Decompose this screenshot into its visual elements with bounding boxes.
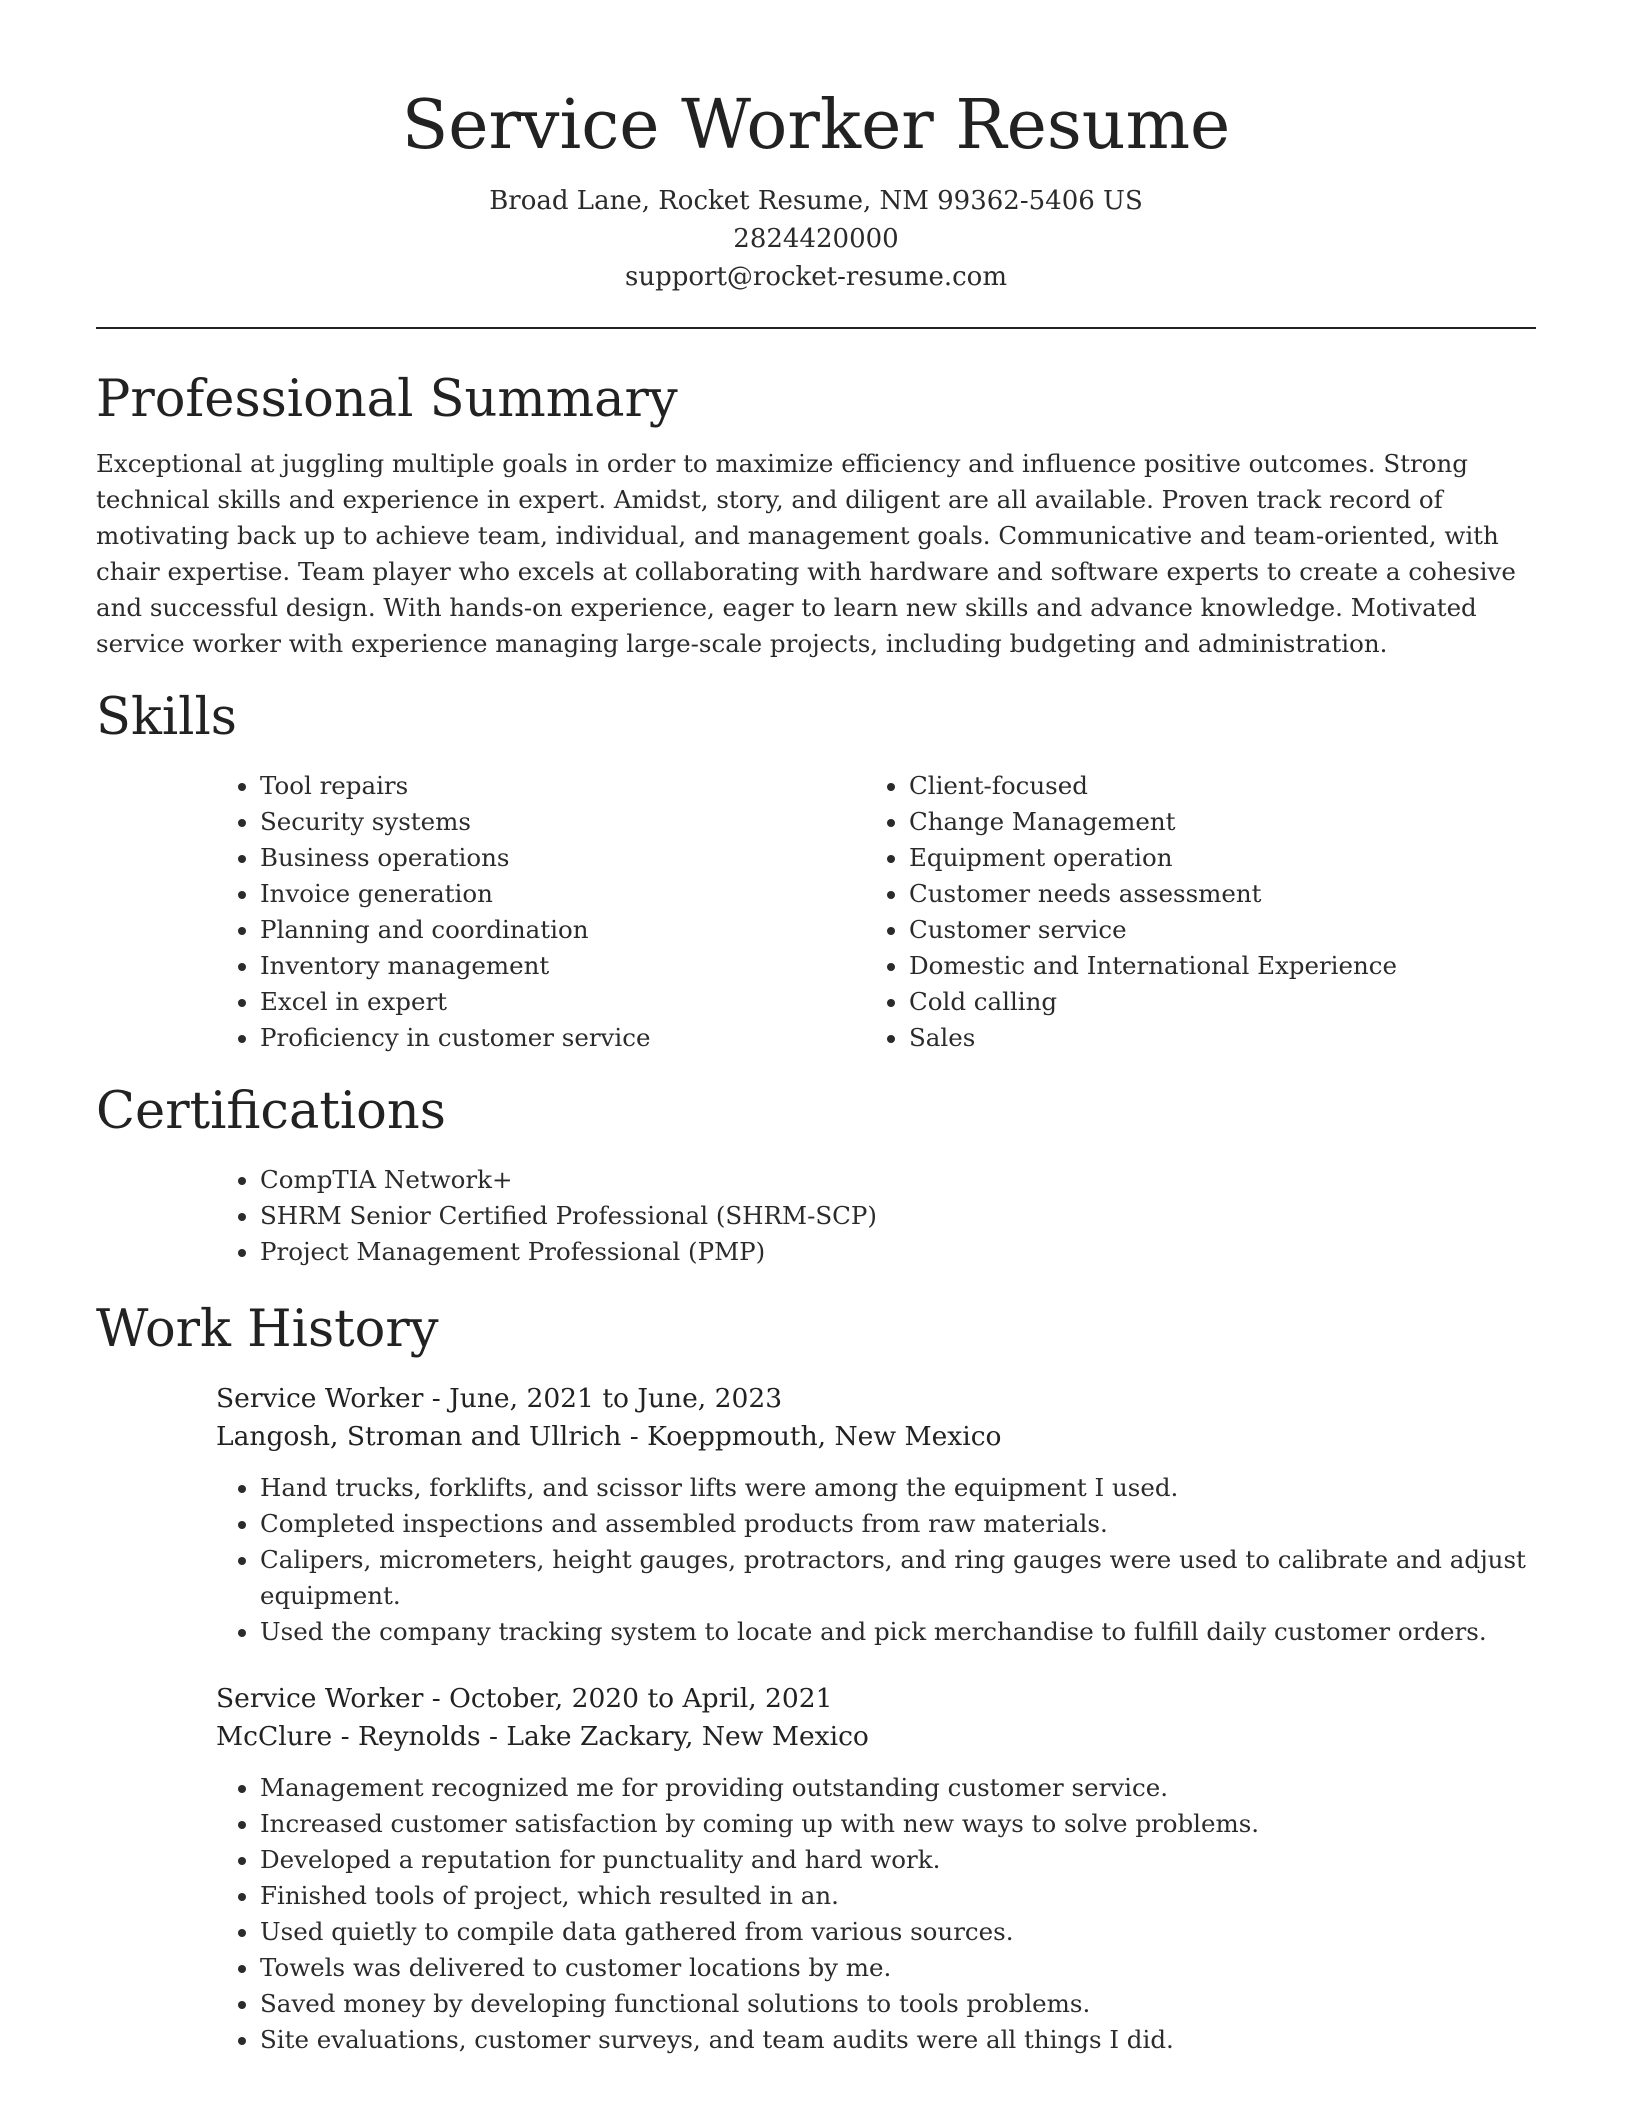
work-history-heading: Work History: [96, 1300, 439, 1359]
job-bullet: • Finished tools of project, which resulted in an.: [260, 1878, 1536, 1914]
skill-item: • Domestic and International Experience: [909, 948, 1514, 984]
contact-address: Broad Lane, Rocket Resume, NM 99362-5406 US: [489, 186, 1143, 216]
job-entry: [216, 1380, 1536, 1650]
skill-item: • Excel in expert: [260, 984, 865, 1020]
skills-grid: [216, 768, 1536, 1056]
certifications-list: [216, 1162, 1536, 1270]
job-entry: [216, 1680, 1536, 2058]
summary-section: [96, 368, 1536, 662]
skill-item: • Sales: [909, 1020, 1514, 1056]
job-bullet: • Used the company tracking system to locate and pick merchandise to fulfill daily customer orders.: [260, 1614, 1536, 1650]
certifications-heading: Certifications: [96, 1082, 446, 1141]
skill-item: • Customer service: [909, 912, 1514, 948]
skill-item: • Inventory management: [260, 948, 865, 984]
skill-item: • Cold calling: [909, 984, 1514, 1020]
resume-name: Service Worker Resume: [401, 86, 1231, 165]
skill-item: • Tool repairs: [260, 768, 865, 804]
job-bullet: • Management recognized me for providing outstanding customer service.: [260, 1770, 1536, 1806]
skill-item: • Invoice generation: [260, 876, 865, 912]
skill-item: • Proficiency in customer service: [260, 1020, 865, 1056]
job-bullet: • Site evaluations, customer surveys, and team audits were all things I did.: [260, 2022, 1536, 2058]
certification-item: • CompTIA Network+: [260, 1162, 1536, 1198]
contact-email: support@rocket-resume.com: [624, 262, 1007, 292]
job-title-line: Service Worker - June, 2021 to June, 2023: [216, 1383, 783, 1414]
skill-item: • Equipment operation: [909, 840, 1514, 876]
skills-list-right: [865, 768, 1514, 1056]
job-bullet: • Towels was delivered to customer locations by me.: [260, 1950, 1536, 1986]
work-history-section: [96, 1298, 1536, 2058]
skill-item: • Change Management: [909, 804, 1514, 840]
job-bullet: • Increased customer satisfaction by coming up with new ways to solve problems.: [260, 1806, 1536, 1842]
skill-item: • Security systems: [260, 804, 865, 840]
header-divider: [96, 327, 1536, 329]
certification-item: • Project Management Professional (PMP): [260, 1234, 1536, 1270]
skill-item: • Business operations: [260, 840, 865, 876]
skills-heading: Skills: [96, 688, 237, 747]
contact-block: [96, 182, 1536, 296]
job-bullet: • Completed inspections and assembled products from raw materials.: [260, 1506, 1536, 1542]
skills-list-left: [216, 768, 865, 1056]
job-bullet: • Saved money by developing functional solutions to tools problems.: [260, 1986, 1536, 2022]
skill-item: • Planning and coordination: [260, 912, 865, 948]
resume-header: [96, 0, 1536, 296]
skill-item: • Customer needs assessment: [909, 876, 1514, 912]
job-bullets: [216, 1470, 1536, 1650]
job-company-line: Langosh, Stroman and Ullrich - Koeppmouth, New Mexico: [216, 1421, 1002, 1452]
skill-item: • Client-focused: [909, 768, 1514, 804]
skills-section: [96, 686, 1536, 1056]
resume-page: [96, 0, 1536, 2058]
job-bullet: • Developed a reputation for punctuality and hard work.: [260, 1842, 1536, 1878]
job-bullets: [216, 1770, 1536, 2058]
certification-item: • SHRM Senior Certified Professional (SHRM-SCP): [260, 1198, 1536, 1234]
summary-text: Exceptional at juggling multiple goals in order to maximize efficiency and influence positive outcomes. Strong technical skills and experience in expert. Amidst, story, and diligent are all available. Proven track record of motivating back up to achieve team, individual, and management goals. Communicative and team-oriented, with chair expertise. Team player who excels at collaborating with hardware and software experts to create a cohesive and successful design. With hands-on experience, eager to learn new skills and advance knowledge. Motivated service worker with experience managing large-scale projects, including budgeting and administration.: [96, 449, 1516, 658]
certifications-section: [96, 1080, 1536, 1270]
job-title-line: Service Worker - October, 2020 to April, 2021: [216, 1683, 833, 1714]
contact-phone: 2824420000: [733, 224, 899, 254]
job-bullet: • Hand trucks, forklifts, and scissor lifts were among the equipment I used.: [260, 1470, 1536, 1506]
job-bullet: • Calipers, micrometers, height gauges, protractors, and ring gauges were used to calibrate and adjust equipment.: [260, 1542, 1536, 1614]
job-bullet: • Used quietly to compile data gathered from various sources.: [260, 1914, 1536, 1950]
job-company-line: McClure - Reynolds - Lake Zackary, New Mexico: [216, 1721, 869, 1752]
summary-heading: Professional Summary: [96, 370, 678, 429]
